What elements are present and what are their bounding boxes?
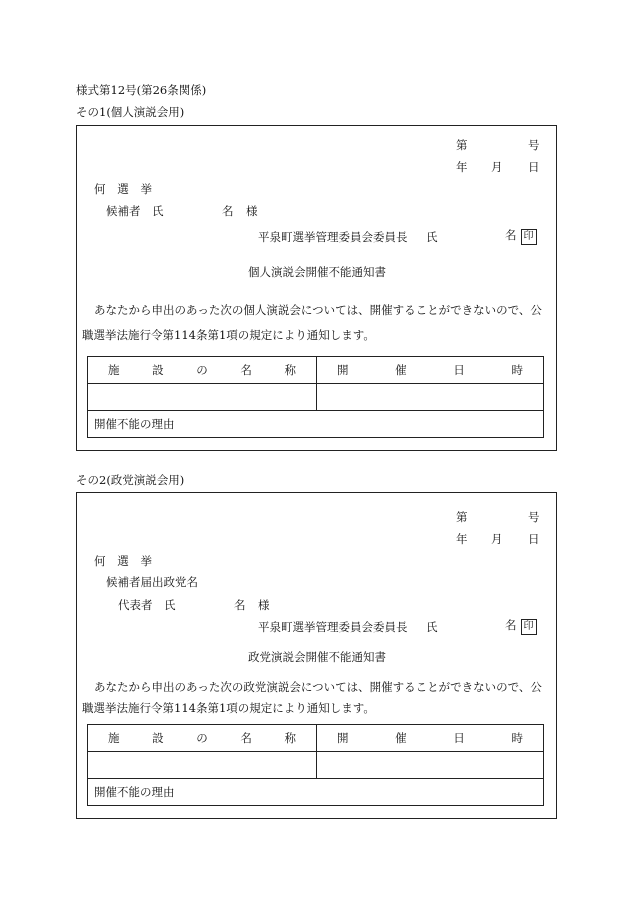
form1-election-label: 何 選 挙 (94, 182, 152, 196)
form2-header-datetime: 開 催 日 時 (317, 725, 544, 752)
form2-facility-value[interactable] (88, 752, 317, 779)
form2-date-month: 月 (491, 532, 503, 546)
form1-section-label: その1(個人演説会用) (76, 105, 185, 119)
form1-datetime-value[interactable] (317, 384, 544, 411)
form1-candidate-sama: 様 (246, 204, 258, 218)
form2-representative-shi: 氏 (164, 598, 176, 612)
form1-header-datetime: 開 催 日 時 (317, 357, 544, 384)
form1-reason-row[interactable] (88, 411, 544, 438)
form1-number-go: 号 (528, 138, 540, 152)
form1-candidate-label: 候補者 (106, 204, 141, 218)
form2-doc-title: 政党演説会開催不能通知書 (248, 650, 386, 664)
form1-header-facility: 施 設 の 名 称 (88, 357, 317, 384)
form1-doc-title: 個人演説会開催不能通知書 (248, 265, 386, 279)
form2-reason-label: 開催不能の理由 (94, 785, 175, 799)
form1-date-year: 年 (456, 160, 468, 174)
form2-facility-table (87, 724, 544, 806)
form1-candidate-shi: 氏 (152, 204, 164, 218)
form1-body-line2: 職選挙法施行令第114条第1項の規定により通知します。 (82, 328, 375, 342)
form1-sender-title: 平泉町選挙管理委員会委員長 (258, 230, 408, 244)
form1-number-dai: 第 (456, 138, 468, 152)
form2-body-line1: あなたから申出のあった次の政党演説会については、開催することができないので、公 (94, 680, 542, 694)
form2-date-year: 年 (456, 532, 468, 546)
form1-facility-table (87, 356, 544, 438)
form2-sender-mei: 名 印 (505, 617, 537, 635)
form1-candidate-mei: 名 (222, 204, 234, 218)
form2-datetime-value[interactable] (317, 752, 544, 779)
form2-sender-title: 平泉町選挙管理委員会委員長 (258, 620, 408, 634)
form2-reason-row[interactable] (88, 779, 544, 806)
form2-election-label: 何 選 挙 (94, 554, 152, 568)
form1-sender-shi: 氏 (426, 230, 438, 244)
form2-header-facility: 施 設 の 名 称 (88, 725, 317, 752)
form2-sender-shi: 氏 (426, 620, 438, 634)
form1-facility-value[interactable] (88, 384, 317, 411)
form2-representative-mei: 名 (234, 598, 246, 612)
form1-reason-label: 開催不能の理由 (94, 417, 175, 431)
form2-body-line2: 職選挙法施行令第114条第1項の規定により通知します。 (82, 701, 375, 715)
form2-number-go: 号 (528, 510, 540, 524)
form1-sender-mei: 名 印 (505, 227, 537, 245)
form1-date-day: 日 (528, 160, 540, 174)
form1-date-month: 月 (491, 160, 503, 174)
form2-number-dai: 第 (456, 510, 468, 524)
seal-icon: 印 (521, 229, 537, 245)
form2-party-label: 候補者届出政党名 (106, 575, 198, 589)
form2-representative-sama: 様 (258, 598, 270, 612)
seal-icon: 印 (521, 619, 537, 635)
form2-section-label: その2(政党演説会用) (76, 473, 185, 487)
form-number-title: 様式第12号(第26条関係) (76, 83, 207, 97)
form1-body-line1: あなたから申出のあった次の個人演説会については、開催することができないので、公 (94, 303, 542, 317)
form2-representative-label: 代表者 (118, 598, 153, 612)
form2-date-day: 日 (528, 532, 540, 546)
